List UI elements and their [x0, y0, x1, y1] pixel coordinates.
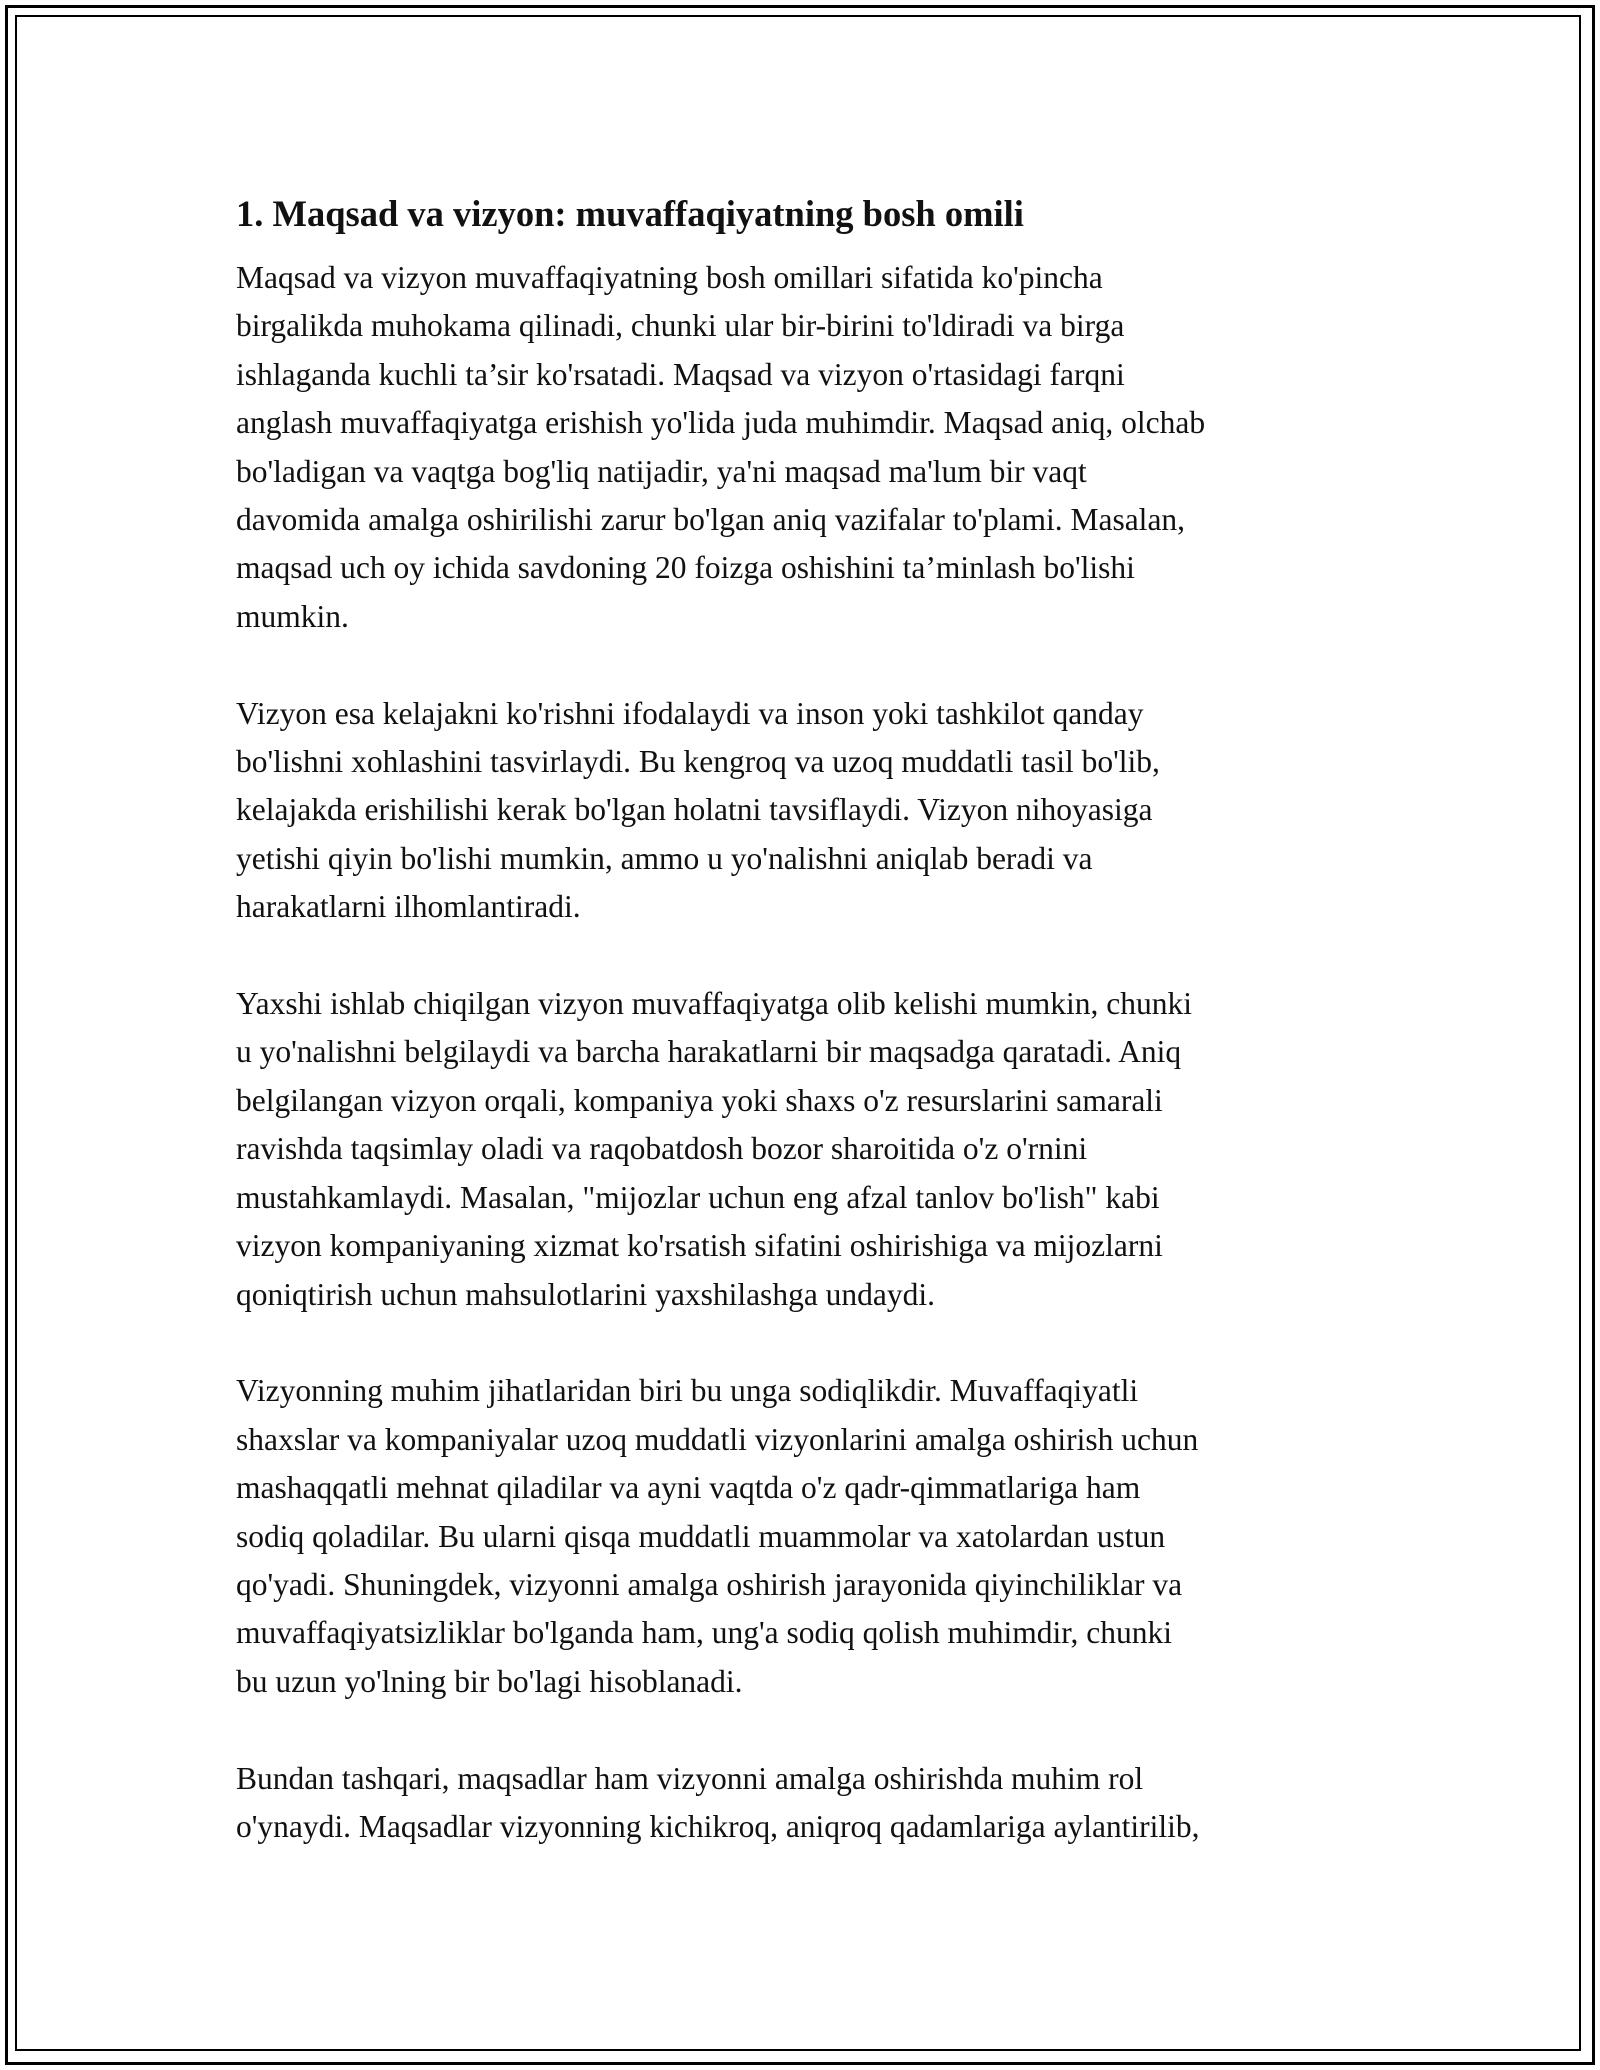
- text-line: mashaqqatli mehnat qiladilar va ayni vaqtda o'z qadr-qimmatlariga ham: [236, 1470, 1141, 1506]
- text-line: harakatlarni ilhomlantiradi.: [236, 889, 581, 925]
- text-line: Yaxshi ishlab chiqilgan vizyon muvaffaqiyatga olib kelishi mumkin, chunki: [236, 986, 1192, 1022]
- text-line: belgilangan vizyon orqali, kompaniya yoki shaxs o'z resurslarini samarali: [236, 1082, 1163, 1118]
- text-line: anglash muvaffaqiyatga erishish yo'lida juda muhimdir. Maqsad aniq, olchab: [236, 405, 1206, 441]
- text-line: davomida amalga oshirilishi zarur bo'lgan aniq vazifalar to'plami. Masalan,: [236, 502, 1186, 538]
- text-line: o'ynaydi. Maqsadlar vizyonning kichikroq, aniqroq qadamlariga aylantirilib,: [236, 1808, 1200, 1844]
- text-line: Bundan tashqari, maqsadlar ham vizyonni amalga oshirishda muhim rol: [236, 1760, 1144, 1796]
- text-line: mustahkamlaydi. Masalan, "mijozlar uchun eng afzal tanlov bo'lish" kabi: [236, 1179, 1160, 1215]
- text-line: bo'ladigan va vaqtga bog'liq natijadir, ya'ni maqsad ma'lum bir vaqt: [236, 453, 1087, 489]
- text-line: vizyon kompaniyaning xizmat ko'rsatish sifatini oshirishiga va mijozlarni: [236, 1228, 1163, 1264]
- paragraph-2: [236, 690, 1366, 932]
- text-line: sodiq qoladilar. Bu ularni qisqa muddatli muammolar va xatolardan ustun: [236, 1518, 1166, 1554]
- text-line: ishlaganda kuchli ta’sir ko'rsatadi. Maqsad va vizyon o'rtasidagi farqni: [236, 356, 1125, 392]
- text-line: ravishda taqsimlay oladi va raqobatdosh bozor sharoitida o'z o'rnini: [236, 1131, 1088, 1167]
- text-line: maqsad uch oy ichida savdoning 20 foizga oshishini ta’minlash bo'lishi: [236, 550, 1135, 586]
- text-line: bu uzun yo'lning bir bo'lagi hisoblanadi.: [236, 1663, 743, 1699]
- text-line: Vizyonning muhim jihatlaridan biri bu unga sodiqlikdir. Muvaffaqiyatli: [236, 1373, 1139, 1409]
- paragraph-1: [236, 254, 1366, 641]
- text-line: qo'yadi. Shuningdek, vizyonni amalga oshirish jarayonida qiyinchiliklar va: [236, 1566, 1183, 1602]
- paragraph-5: [236, 1755, 1366, 1852]
- text-line: mumkin.: [236, 598, 349, 634]
- document-body: [236, 186, 1366, 1900]
- text-line: u yo'nalishni belgilaydi va barcha harakatlarni bir maqsadga qaratadi. Aniq: [236, 1034, 1182, 1070]
- paragraph-3: [236, 980, 1366, 1319]
- text-line: shaxslar va kompaniyalar uzoq muddatli vizyonlarini amalga oshirish uchun: [236, 1421, 1199, 1457]
- text-line: yetishi qiyin bo'lishi mumkin, ammo u yo'nalishni aniqlab beradi va: [236, 840, 1093, 876]
- text-line: muvaffaqiyatsizliklar bo'lganda ham, ung'a sodiq qolish muhimdir, chunki: [236, 1615, 1172, 1651]
- paragraph-4: [236, 1367, 1366, 1706]
- section-heading: 1. Maqsad va vizyon: muvaffaqiyatning bosh omili: [236, 193, 1024, 234]
- text-line: Vizyon esa kelajakni ko'rishni ifodalaydi va inson yoki tashkilot qanday: [236, 695, 1144, 731]
- text-line: Maqsad va vizyon muvaffaqiyatning bosh omillari sifatida ko'pincha: [236, 260, 1103, 295]
- text-line: qoniqtirish uchun mahsulotlarini yaxshilashga undaydi.: [236, 1276, 936, 1312]
- text-line: birgalikda muhokama qilinadi, chunki ular bir-birini to'ldiradi va birga: [236, 308, 1125, 344]
- text-line: bo'lishni xohlashini tasvirlaydi. Bu kengroq va uzoq muddatli tasil bo'lib,: [236, 744, 1160, 780]
- text-line: kelajakda erishilishi kerak bo'lgan holatni tavsiflaydi. Vizyon nihoyasiga: [236, 792, 1153, 828]
